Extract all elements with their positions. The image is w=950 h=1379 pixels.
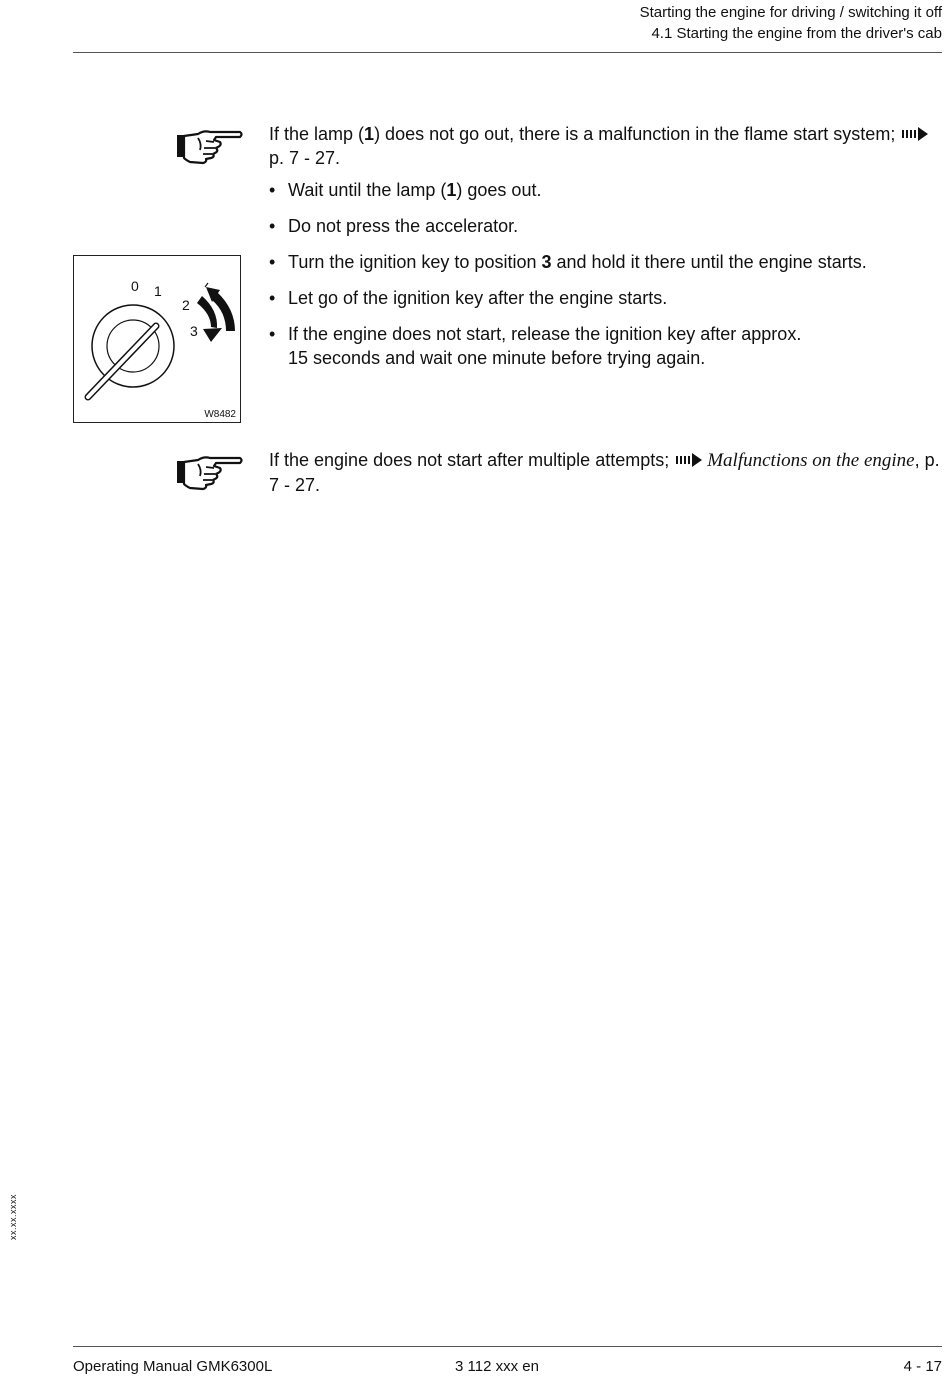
- malfunctions-reference-link[interactable]: Malfunctions on the engine: [707, 450, 915, 471]
- page-header: [640, 2, 942, 44]
- position-label-3: 3: [190, 323, 198, 339]
- figure-code: W8482: [204, 409, 236, 420]
- ignition-switch-drawing: [74, 256, 242, 424]
- position-label-1: 1: [154, 283, 162, 299]
- pointing-hand-icon: [176, 452, 244, 492]
- reference-arrow-icon: [902, 127, 929, 141]
- list-item: • Let go of the ignition key after the engine starts.: [269, 286, 949, 310]
- footer-manual-title: Operating Manual GMK6300L: [73, 1358, 273, 1375]
- footer-page-number: 4 - 17: [903, 1358, 942, 1375]
- pointing-hand-icon: [176, 126, 244, 166]
- chapter-title: Starting the engine for driving / switching it off: [639, 4, 942, 21]
- header-rule: [73, 52, 942, 53]
- list-item: • If the engine does not start, release the ignition key after approx. 15 seconds and wait one minute before trying again.: [269, 322, 949, 370]
- note-multiple-attempts: If the engine does not start after multiple attempts; Malfunctions on the engine, p. 7 - 27.: [269, 450, 940, 495]
- note-flame-start: If the lamp (1) does not go out, there is a malfunction in the flame start system; p. 7 - 27.: [269, 122, 941, 170]
- ignition-switch-figure: [73, 255, 241, 423]
- position-label-2: 2: [182, 297, 190, 313]
- page-reference-link[interactable]: p. 7 - 27.: [269, 148, 341, 168]
- section-title: 4.1 Starting the engine from the driver's cab: [651, 25, 942, 42]
- footer-document-number: 3 112 xxx en: [455, 1358, 539, 1375]
- position-label-0: 0: [131, 278, 139, 294]
- footer-rule: [73, 1346, 942, 1347]
- reference-arrow-icon: [676, 453, 703, 467]
- list-item: • Do not press the accelerator.: [269, 214, 949, 238]
- list-item: • Wait until the lamp (1) goes out.: [269, 178, 949, 202]
- start-steps-list: [269, 178, 949, 382]
- list-item: • Turn the ignition key to position 3 and hold it there until the engine starts.: [269, 250, 949, 274]
- side-revision-code: xx.xx.xxxx: [8, 1193, 18, 1240]
